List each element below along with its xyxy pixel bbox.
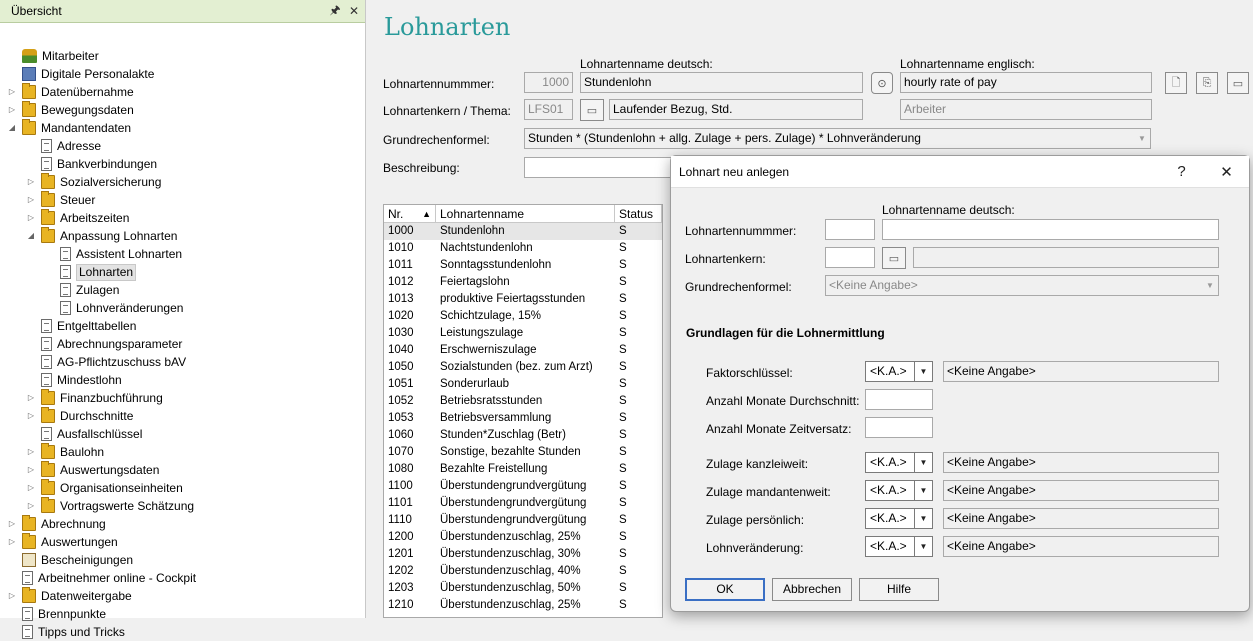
cell-name: Überstundenzuschlag, 30% [440,548,581,560]
folder-icon [41,445,55,459]
document-icon [41,373,52,387]
zulage-persoenlich-label: Zulage persönlich: [706,513,805,527]
overview-panel [0,0,366,639]
document-icon [60,301,71,315]
tree-item[interactable] [26,137,101,155]
cell-status: S [619,225,627,237]
table-row[interactable] [384,291,662,308]
cell-nr: 1070 [388,446,414,458]
folder-icon [41,229,55,243]
expand-icon[interactable]: ▷ [8,105,16,114]
cell-name: Bezahlte Freistellung [440,463,548,475]
tree-item[interactable] [7,605,106,623]
cell-name: Betriebsversammlung [440,412,552,424]
expand-icon[interactable]: ▷ [27,483,35,492]
dlg-formula-select[interactable] [825,275,1219,296]
table-body [384,223,662,614]
tree-item[interactable] [26,317,136,335]
tree-item-label: Assistent Lohnarten [76,247,183,261]
cell-status: S [619,497,627,509]
tree-item-label: Auswertungen [41,535,118,549]
avg-months-input[interactable] [865,389,933,410]
cell-name: Leistungszulage [440,327,524,339]
cell-status: S [619,259,627,271]
tree-item-label: Tipps und Tricks [38,625,125,639]
zulage-mandant-text: <Keine Angabe> [943,480,1219,501]
table-row[interactable] [384,308,662,325]
cell-name: Schichtzulage, 15% [440,310,542,322]
cell-name: Sonntagsstundenlohn [440,259,552,271]
tree-item-label: Auswertungsdaten [60,463,160,477]
faktor-select-value: <K.A.> [870,364,907,378]
tree-item[interactable] [7,533,118,551]
column-nr-label: Nr. [388,207,404,221]
expand-icon[interactable]: ▷ [27,195,35,204]
name-en-label: Lohnartenname englisch: [900,57,1035,71]
zulage-persoenlich-select[interactable] [865,508,933,529]
cell-name: Sonderurlaub [440,378,510,390]
cell-nr: 1203 [388,582,414,594]
kern-label: Lohnartenkern / Thema: [383,104,511,118]
zulage-kanzlei-label: Zulage kanzleiweit: [706,457,809,471]
tree-item-label: Steuer [60,193,96,207]
document-icon [41,337,52,351]
cell-name: Nachtstundenlohn [440,242,533,254]
cell-name: Überstundenzuschlag, 50% [440,582,581,594]
document-icon [41,427,52,441]
cell-nr: 1051 [388,378,414,390]
tree-item[interactable] [7,623,125,641]
expand-icon[interactable]: ▷ [27,177,35,186]
cell-status: S [619,310,627,322]
zulage-kanzlei-text: <Keine Angabe> [943,452,1219,473]
certificate-icon [22,553,36,567]
cell-nr: 1200 [388,531,414,543]
name-de-label: Lohnartenname deutsch: [580,57,713,71]
table-row[interactable] [384,393,662,410]
help-button[interactable]: Hilfe [859,578,939,601]
expand-icon[interactable]: ▷ [27,501,35,510]
cell-name: Überstundenzuschlag, 25% [440,531,581,543]
cell-name: Überstundenzuschlag, 25% [440,599,581,611]
tree-item[interactable] [7,101,134,119]
offset-months-input[interactable] [865,417,933,438]
dialog-titlebar [671,156,1249,188]
tree-item[interactable] [26,461,159,479]
pin-icon[interactable]: 🖈 [329,2,341,17]
overview-panel-header [0,0,365,23]
cell-nr: 1080 [388,463,414,475]
tree-item-label: Bewegungsdaten [41,103,134,117]
dialog-close-icon[interactable]: ✕ [1220,163,1233,181]
cell-nr: 1110 [388,514,412,526]
kern-text-field: Laufender Bezug, Std. [609,99,863,120]
ok-button[interactable]: OK [685,578,765,601]
chevron-down-icon: ▼ [1138,134,1146,143]
cell-name: Stundenlohn [440,225,505,237]
lohnveraenderung-label: Lohnveränderung: [706,541,804,555]
cell-nr: 1012 [388,276,414,288]
cell-nr: 1030 [388,327,414,339]
zulage-persoenlich-text: <Keine Angabe> [943,508,1219,529]
tree-item-label: Abrechnungsparameter [57,337,183,351]
table-row[interactable] [384,529,662,546]
folder-icon [41,409,55,423]
offset-months-label: Anzahl Monate Zeitversatz: [706,422,852,436]
folder-icon [22,121,36,135]
zulage-kanzlei-select[interactable] [865,452,933,473]
tree-item-label: Datenübernahme [41,85,134,99]
cell-nr: 1011 [388,259,413,271]
tree-item-label: Ausfallschlüssel [57,427,143,441]
cell-nr: 1050 [388,361,414,373]
dlg-name-de-input[interactable] [882,219,1219,240]
dlg-name-de-label: Lohnartenname deutsch: [882,203,1015,217]
number-field[interactable]: 1000 [524,72,573,93]
tree-item-label: AG-Pflichtzuschuss bAV [57,355,187,369]
tree-item-label: Datenweitergabe [41,589,132,603]
cell-name: Sonstige, bezahlte Stunden [440,446,581,458]
new-wage-type-dialog [670,155,1250,612]
tree-item[interactable] [45,299,183,317]
cell-status: S [619,582,627,594]
tree-item[interactable] [26,335,182,353]
table-row[interactable] [384,376,662,393]
tree-item[interactable] [26,155,157,173]
document-icon [41,157,52,171]
cell-status: S [619,531,627,543]
avg-months-label: Anzahl Monate Durchschnitt: [706,394,860,408]
expand-icon[interactable]: ▷ [8,591,16,600]
chevron-down-icon: ▼ [1206,281,1214,290]
tree-item-label: Finanzbuchführung [60,391,163,405]
cell-status: S [619,548,627,560]
faktor-select[interactable] [865,361,933,382]
cell-nr: 1040 [388,344,414,356]
cell-nr: 1202 [388,565,414,577]
faktor-label: Faktorschlüssel: [706,366,793,380]
tree-item[interactable] [26,227,177,245]
folder-icon [22,85,36,99]
table-row[interactable] [384,580,662,597]
cell-nr: 1053 [388,412,414,424]
tree-item[interactable] [26,371,122,389]
tree-item-label: Digitale Personalakte [41,67,155,81]
tree-item-label: Mitarbeiter [42,49,99,63]
cell-nr: 1020 [388,310,414,322]
folder-icon [22,589,36,603]
tree-item-label: Bankverbindungen [57,157,158,171]
cell-name: Betriebsratsstunden [440,395,543,407]
folder-icon [41,211,55,225]
tree-item-label: Vortragswerte Schätzung [60,499,195,513]
cell-name: Stunden*Zuschlag (Betr) [440,429,566,441]
cell-status: S [619,514,627,526]
folder-icon [41,193,55,207]
copy-document-icon[interactable]: ⎘ [1196,72,1218,94]
chevron-down-icon: ▼ [914,362,932,381]
tree-item[interactable] [45,245,182,263]
table-row[interactable] [384,563,662,580]
cell-nr: 1101 [388,497,413,509]
cell-status: S [619,378,627,390]
cell-name: Überstundengrundvergütung [440,480,587,492]
cell-status: S [619,276,627,288]
tree-item[interactable] [26,209,129,227]
tree-item[interactable] [7,119,131,137]
zulage-mandant-select[interactable] [865,480,933,501]
tree-item-label: Zulagen [76,283,120,297]
folder-icon [41,175,55,189]
table-row[interactable] [384,461,662,478]
formula-select[interactable] [524,128,1151,149]
lohnveraenderung-select[interactable] [865,536,933,557]
folder-icon [41,499,55,513]
cell-nr: 1201 [388,548,414,560]
cell-status: S [619,599,627,611]
cell-nr: 1052 [388,395,414,407]
folder-icon [41,463,55,477]
description-label: Beschreibung: [383,161,460,175]
cell-status: S [619,412,627,424]
expand-icon[interactable]: ▷ [8,519,16,528]
cell-name: Feiertagslohn [440,276,510,288]
tree-item-label: Brennpunkte [38,607,107,621]
tree-item-label: Anpassung Lohnarten [60,229,178,243]
table-header [384,205,662,223]
cell-status: S [619,395,627,407]
expand-icon[interactable]: ▷ [27,213,35,222]
cell-status: S [619,327,627,339]
tree-item-label: Organisationseinheiten [60,481,183,495]
tree-item-label: Sozialversicherung [60,175,162,189]
cell-nr: 1000 [388,225,414,237]
name-en-field[interactable]: hourly rate of pay [900,72,1152,93]
lohnveraenderung-value: <K.A.> [870,539,907,553]
tree-item-label: Lohnveränderungen [76,301,184,315]
zulage-mandant-value: <K.A.> [870,483,907,497]
delete-icon[interactable]: ▭ [1227,72,1249,94]
cancel-button[interactable]: Abbrechen [772,578,852,601]
zulage-mandant-label: Zulage mandantenweit: [706,485,831,499]
expand-icon[interactable]: ▷ [8,537,16,546]
column-name-label: Lohnartenname [440,207,525,221]
table-row[interactable] [384,427,662,444]
sort-ascending-icon: ▲ [422,209,431,219]
help-icon[interactable]: ? [1177,163,1186,180]
column-status-label: Status [619,207,654,221]
table-row[interactable] [384,257,662,274]
dlg-kern-text [913,247,1219,268]
tree-item[interactable] [7,551,133,569]
chevron-down-icon: ▼ [914,537,932,556]
wage-type-table [383,204,663,618]
table-row[interactable] [384,546,662,563]
cell-name: Überstundenzuschlag, 40% [440,565,581,577]
folder-icon [22,517,36,531]
tree-item-label: Adresse [57,139,102,153]
clock-icon[interactable]: ⊙ [871,72,893,94]
dlg-number-label: Lohnartennummmer: [685,224,797,238]
close-icon[interactable]: ✕ [348,4,360,18]
tree-item[interactable] [26,497,194,515]
expand-icon[interactable]: ▷ [27,393,35,402]
tree-item-label: Baulohn [60,445,105,459]
document-icon [41,319,52,333]
cell-status: S [619,446,627,458]
tree-item-label: Bescheinigungen [41,553,134,567]
cell-status: S [619,480,627,492]
cell-nr: 1013 [388,293,414,305]
expand-icon[interactable]: ▷ [27,447,35,456]
cell-nr: 1060 [388,429,414,441]
lookup-icon[interactable]: ▭ [580,99,604,121]
cell-nr: 1210 [388,599,414,611]
document-icon [41,355,52,369]
section-heading: Grundlagen für die Lohnermittlung [686,326,885,340]
cell-status: S [619,565,627,577]
chevron-down-icon: ▼ [914,453,932,472]
tree-item-label: Arbeitnehmer online - Cockpit [38,571,197,585]
table-row[interactable] [384,223,662,240]
cell-nr: 1010 [388,242,414,254]
formula-label: Grundrechenformel: [383,133,490,147]
tree-item[interactable] [26,479,183,497]
folder-icon [22,103,36,117]
cell-status: S [619,429,627,441]
faktor-text: <Keine Angabe> [943,361,1219,382]
zulage-persoenlich-value: <K.A.> [870,511,907,525]
expand-icon[interactable]: ▷ [27,465,35,474]
expand-icon[interactable]: ▷ [27,411,35,420]
cell-name: Überstundengrundvergütung [440,514,587,526]
tree-item[interactable] [26,425,142,443]
table-row[interactable] [384,444,662,461]
cell-status: S [619,242,627,254]
tree-item[interactable] [26,407,133,425]
dlg-formula-value: <Keine Angabe> [829,278,918,292]
table-row[interactable] [384,342,662,359]
tree-item[interactable] [45,281,119,299]
tree-item-label: Durchschnitte [60,409,134,423]
table-row[interactable] [384,410,662,427]
tree-item-label: Lohnarten [76,264,136,281]
table-row[interactable] [384,512,662,529]
tree-item[interactable] [45,263,136,281]
document-icon [22,625,33,639]
number-label: Lohnartennummmer: [383,77,495,91]
dialog-title: Lohnart neu anlegen [679,164,790,179]
cell-status: S [619,344,627,356]
table-row[interactable] [384,478,662,495]
zulage-kanzlei-value: <K.A.> [870,455,907,469]
tree-item-label: Mindestlohn [57,373,122,387]
tree-item[interactable] [26,389,163,407]
tree-item[interactable] [7,65,154,83]
tree-item[interactable] [7,83,134,101]
cell-name: produktive Feiertagsstunden [440,293,586,305]
document-icon [22,571,33,585]
kern-code-field[interactable]: LFS01 [524,99,573,120]
tree-item-label: Mandantendaten [41,121,132,135]
cell-name: Erschwerniszulage [440,344,537,356]
people-icon [22,49,37,63]
cell-name: Überstundengrundvergütung [440,497,587,509]
tree-item-label: Arbeitszeiten [60,211,130,225]
table-row[interactable] [384,240,662,257]
formula-value: Stunden * (Stundenlohn + allg. Zulage + pers. Zulage) * Lohnveränderung [528,131,921,145]
column-status[interactable] [615,205,662,223]
name-de-field[interactable]: Stundenlohn [580,72,863,93]
column-nr[interactable] [384,205,436,223]
chevron-down-icon: ▼ [914,509,932,528]
document-icon [60,247,71,261]
tree-item[interactable] [26,191,95,209]
tree-item[interactable] [26,443,104,461]
table-row[interactable] [384,274,662,291]
folder-icon [22,535,36,549]
document-icon [60,265,71,279]
cell-status: S [619,293,627,305]
collapse-icon[interactable]: ◢ [27,231,35,240]
cell-status: S [619,463,627,475]
tree-item[interactable] [26,353,186,371]
book-icon [22,67,36,81]
table-row[interactable] [384,495,662,512]
dlg-number-input[interactable] [825,219,875,240]
folder-icon [41,391,55,405]
tree-item[interactable] [26,173,161,191]
expand-icon[interactable]: ▷ [8,87,16,96]
dlg-lookup-icon[interactable]: ▭ [882,247,906,269]
tree-item-label: Abrechnung [41,517,106,531]
document-icon [41,139,52,153]
page-title: Lohnarten [384,13,511,41]
document-icon [60,283,71,297]
collapse-icon[interactable]: ◢ [8,123,16,132]
dlg-formula-label: Grundrechenformel: [685,280,792,294]
dlg-kern-input[interactable] [825,247,875,268]
tree-item[interactable] [7,47,99,65]
dlg-kern-label: Lohnartenkern: [685,252,766,266]
column-name[interactable] [436,205,615,223]
table-row[interactable] [384,325,662,342]
folder-icon [41,481,55,495]
chevron-down-icon: ▼ [914,481,932,500]
table-row[interactable] [384,359,662,376]
tree-item[interactable] [7,515,106,533]
thema-field: Arbeiter [900,99,1152,120]
tree-item[interactable] [7,569,196,587]
document-icon [22,607,33,621]
table-row[interactable] [384,597,662,614]
tree-item-label: Entgelttabellen [57,319,137,333]
overview-panel-title: Übersicht [11,4,62,18]
cell-status: S [619,361,627,373]
tree-item[interactable] [7,587,132,605]
cell-name: Sozialstunden (bez. zum Arzt) [440,361,593,373]
lohnveraenderung-text: <Keine Angabe> [943,536,1219,557]
new-document-icon[interactable]: 🗋 [1165,72,1187,94]
cell-nr: 1100 [388,480,413,492]
